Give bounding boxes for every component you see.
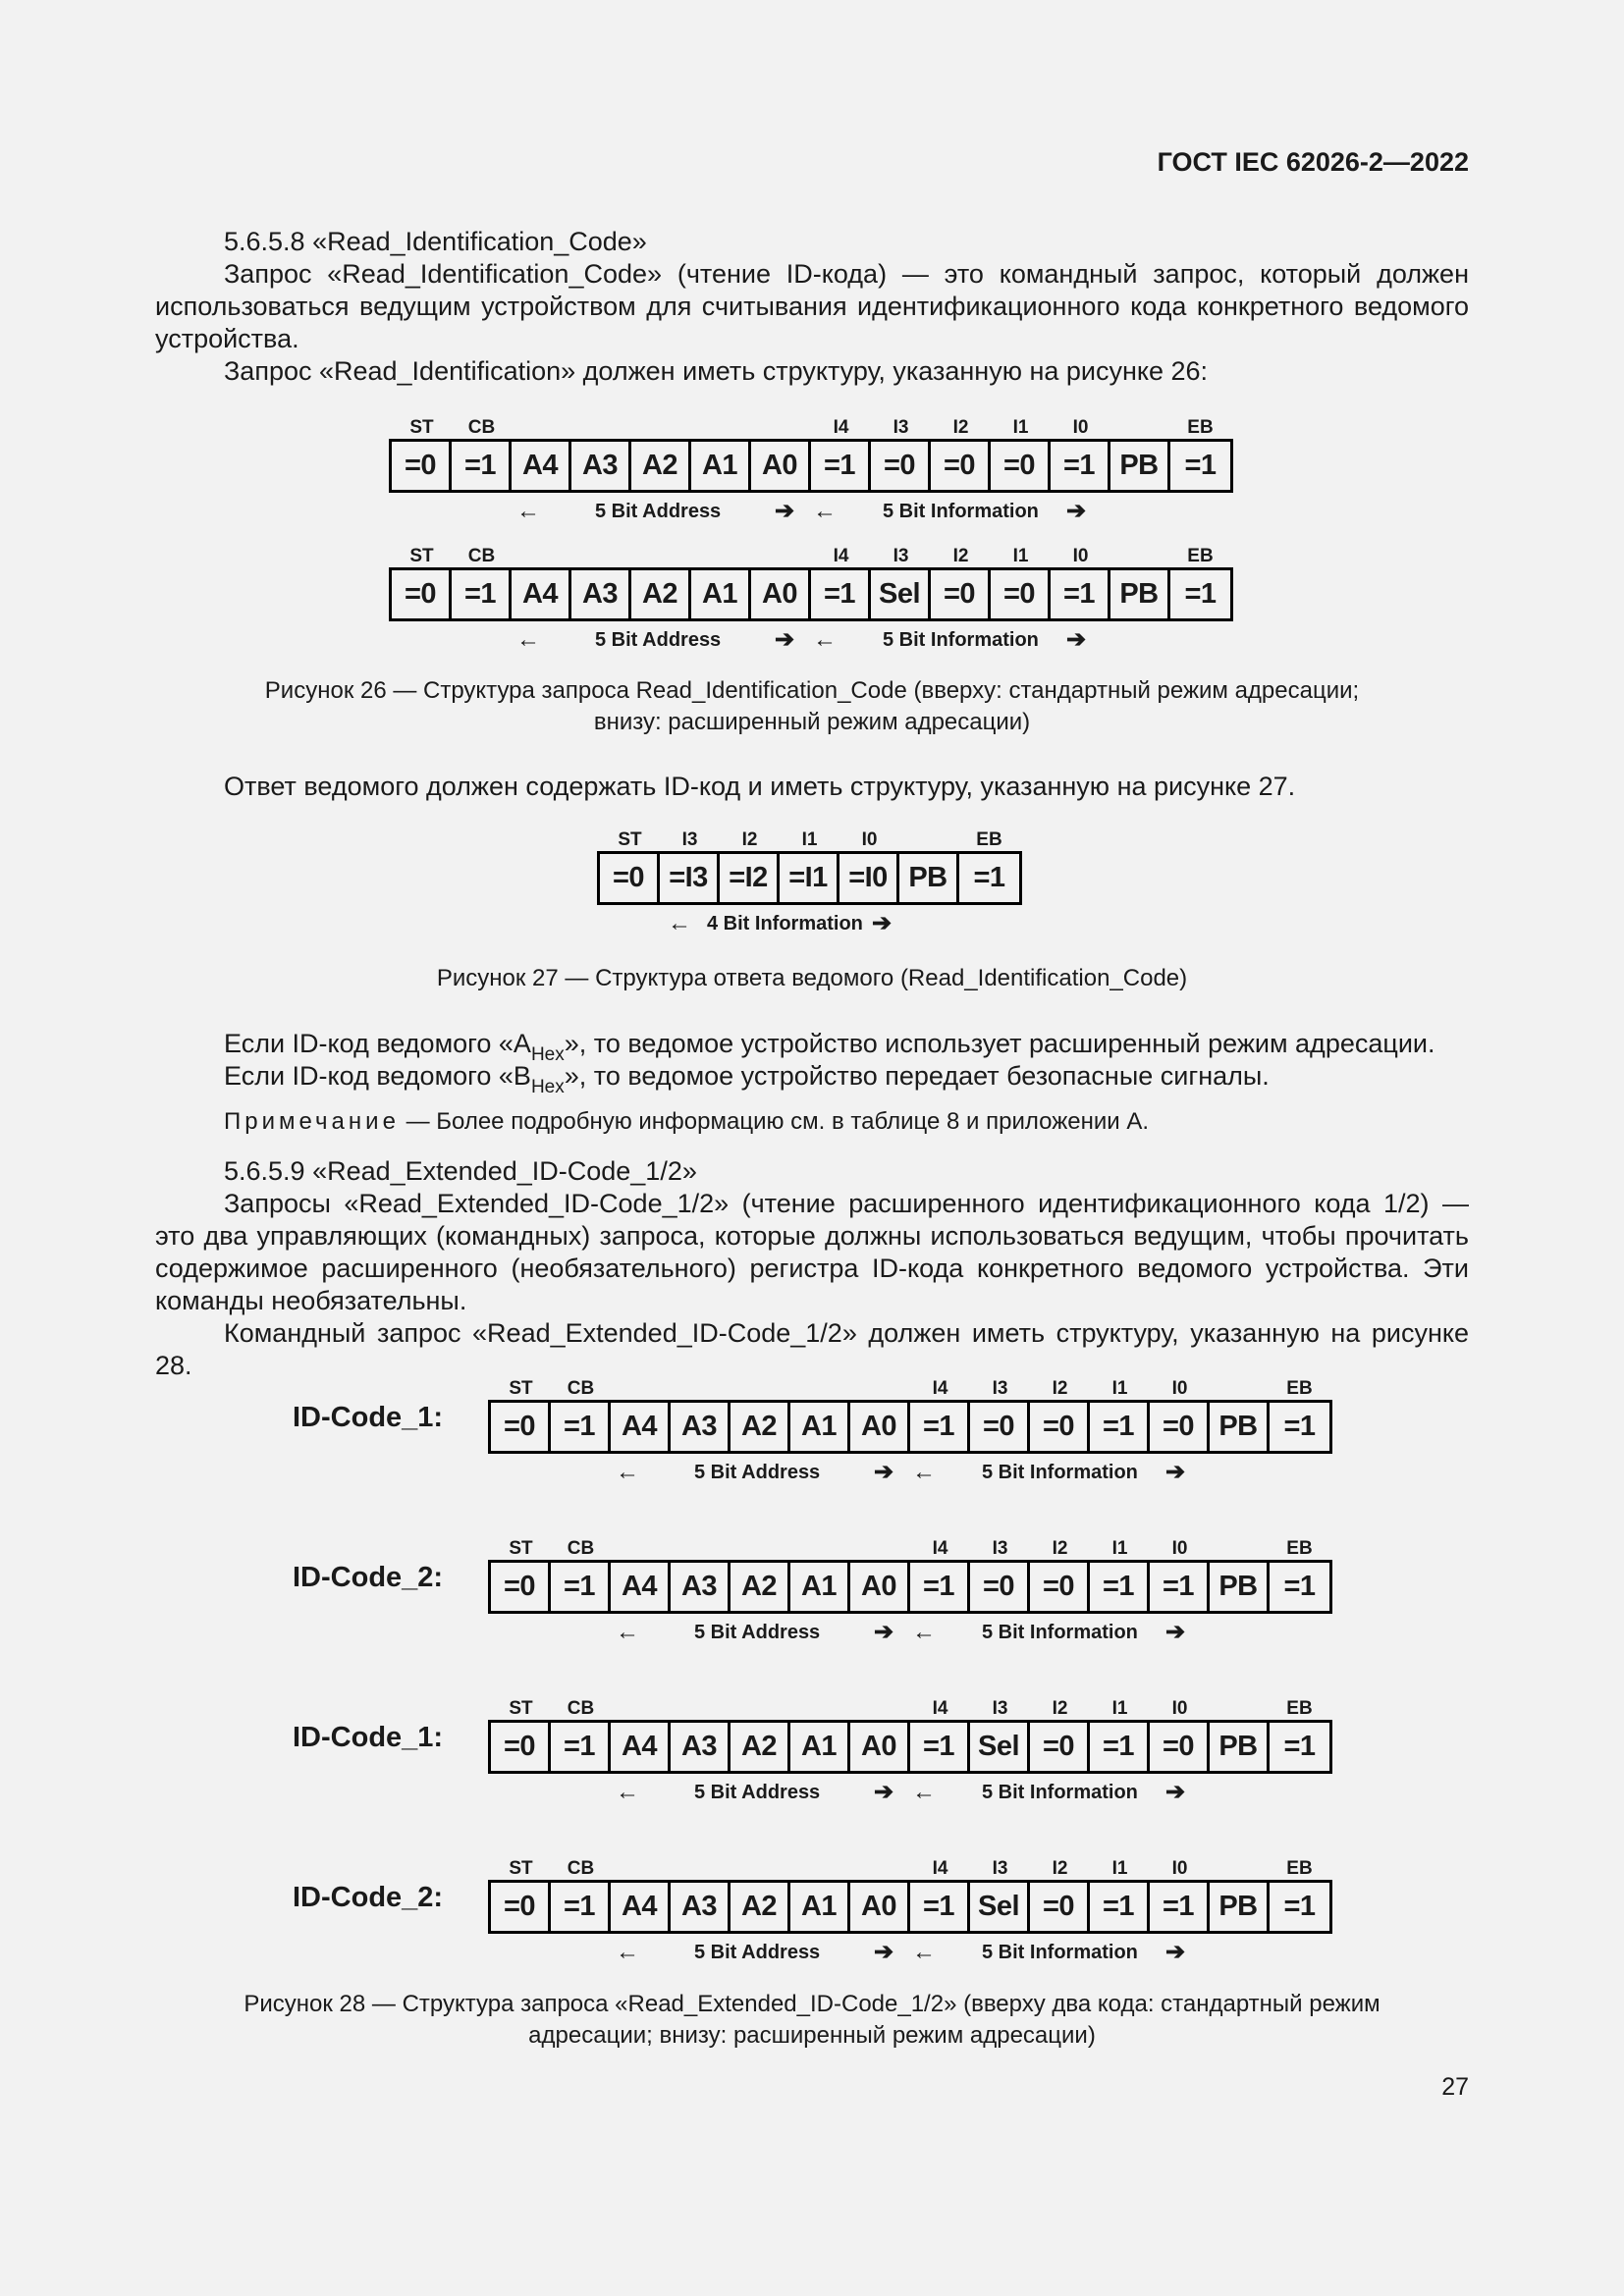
- hex-subscript: Hex: [530, 1077, 565, 1097]
- bit-label: I0: [1171, 1538, 1188, 1559]
- bit-cell: A2: [731, 1563, 790, 1611]
- bit-cell: =1: [1150, 1883, 1210, 1931]
- left-arrow-icon: ←: [813, 626, 837, 653]
- bit-cell: PB: [899, 854, 959, 902]
- bit-label-row: [597, 829, 1022, 851]
- bit-cell: =0: [1150, 1723, 1210, 1771]
- left-arrow-icon: ←: [516, 498, 540, 524]
- bit-label: I2: [952, 417, 969, 438]
- bit-label: I4: [932, 1698, 948, 1719]
- bit-label: I3: [992, 1538, 1008, 1559]
- bit-label-row: [488, 1698, 1332, 1720]
- id-code-b-line: [224, 1060, 1270, 1097]
- left-arrow-icon: ←: [616, 1779, 639, 1805]
- bit-label: CB: [567, 1698, 595, 1719]
- bit-cell: =1: [811, 442, 871, 490]
- bit-cell: =1: [973, 862, 1005, 893]
- bit-group-arrows: [488, 1938, 1332, 1967]
- bit-cell: =1: [1184, 450, 1217, 481]
- right-arrow-icon: ➔: [775, 498, 795, 524]
- bit-cell: =I2: [720, 854, 780, 902]
- bit-label: I4: [833, 417, 849, 438]
- left-arrow-icon: ←: [912, 1619, 936, 1645]
- bit-label-row: [389, 546, 1233, 567]
- bit-group-arrows: [597, 909, 1022, 938]
- left-arrow-icon: ←: [616, 1619, 639, 1645]
- bit-cell: =1: [811, 570, 871, 618]
- bit-cell: A4: [611, 1403, 671, 1451]
- bit-cell-row: [488, 1400, 1332, 1454]
- bit-cell: PB: [1210, 1723, 1270, 1771]
- document-code: ГОСТ IEC 62026-2—2022: [1157, 147, 1469, 177]
- bit-cell: =1: [910, 1883, 970, 1931]
- bit-cell: A1: [790, 1563, 850, 1611]
- figure-27-frame: [597, 829, 1022, 938]
- section-5659-paragraph-1: Запросы «Read_Extended_ID-Code_1/2» (чтение расширенного идентификационного кода 1/2) — это два управляющих (командных) запроса, которые должны использоваться ведущим, чтобы прочитать содержимое расширенного (необязательного) регистра ID-кода конкретного ведомого устройства. Эти команды необязательны.: [155, 1189, 1469, 1315]
- bit-cell: =0: [491, 1723, 551, 1771]
- bit-group-arrows: [488, 1778, 1332, 1807]
- bit-label: ST: [409, 546, 434, 566]
- page-number: 27: [1441, 2073, 1469, 2101]
- bit-label: I3: [893, 417, 909, 438]
- left-arrow-icon: ←: [912, 1459, 936, 1485]
- bit-cell: A4: [611, 1883, 671, 1931]
- bit-label-row: [389, 417, 1233, 439]
- right-arrow-icon: ➔: [1165, 1939, 1186, 1965]
- figure-26-caption-line-2: внизу: расширенный режим адресации): [593, 709, 1031, 735]
- address-bits-label: 5 Bit Address: [595, 629, 722, 651]
- bit-cell: A4: [611, 1723, 671, 1771]
- bit-label-row: [488, 1858, 1332, 1880]
- info-bits-label: 5 Bit Information: [982, 1462, 1138, 1483]
- bit-cell: =1: [1184, 578, 1217, 610]
- bit-label: I4: [833, 546, 849, 566]
- id-code-b-pre: Если ID-код ведомого «B: [224, 1061, 531, 1091]
- right-arrow-icon: ➔: [874, 1619, 894, 1645]
- left-arrow-icon: ←: [616, 1459, 639, 1485]
- bit-cell: =0: [491, 1563, 551, 1611]
- bit-cell: =1: [1283, 1731, 1316, 1762]
- bit-label-row: [488, 1538, 1332, 1560]
- left-arrow-icon: ←: [813, 498, 837, 524]
- bit-label: EB: [976, 829, 1002, 850]
- bit-cell: =1: [1090, 1883, 1150, 1931]
- bit-cell: A2: [731, 1723, 790, 1771]
- bit-label: I2: [1052, 1858, 1068, 1879]
- bit-cell: =1: [1090, 1403, 1150, 1451]
- bit-cell: =1: [1283, 1411, 1316, 1442]
- figure-26-extended-frame: [389, 546, 1233, 655]
- bit-label: I4: [932, 1858, 948, 1879]
- bit-cell: PB: [1110, 570, 1170, 618]
- bit-cell: =0: [491, 1883, 551, 1931]
- bit-label: I0: [1072, 546, 1089, 566]
- figure-26-standard-frame: [389, 417, 1233, 526]
- right-arrow-icon: ➔: [872, 910, 893, 936]
- info-bits-label: 5 Bit Information: [982, 1782, 1138, 1803]
- bit-cell: A3: [571, 442, 631, 490]
- bit-cell: =0: [491, 1403, 551, 1451]
- figure-28-row-3-frame: [488, 1698, 1332, 1807]
- bit-label: ST: [509, 1858, 533, 1879]
- right-arrow-icon: ➔: [1165, 1459, 1186, 1485]
- answer-paragraph: Ответ ведомого должен содержать ID-код и иметь структуру, указанную на рисунке 27.: [224, 772, 1296, 801]
- bit-cell: A1: [790, 1403, 850, 1451]
- bit-label: I0: [1171, 1698, 1188, 1719]
- section-heading-5659: 5.6.5.9 «Read_Extended_ID-Code_1/2»: [224, 1156, 697, 1186]
- bit-cell: Sel: [970, 1883, 1030, 1931]
- bit-cell: =0: [871, 442, 931, 490]
- right-arrow-icon: ➔: [1066, 498, 1087, 524]
- bit-label: I1: [1012, 546, 1029, 566]
- figure-28-caption: [155, 1989, 1469, 2052]
- right-arrow-icon: ➔: [1165, 1779, 1186, 1805]
- right-arrow-icon: ➔: [874, 1779, 894, 1805]
- bit-cell: =I0: [839, 854, 899, 902]
- bit-cell: PB: [1210, 1403, 1270, 1451]
- bit-cell-row: [389, 567, 1233, 621]
- figure-28-row-4-frame: [488, 1858, 1332, 1967]
- bit-label: I3: [992, 1698, 1008, 1719]
- bit-label: I2: [952, 546, 969, 566]
- bit-label: I3: [992, 1378, 1008, 1399]
- bit-cell: =1: [910, 1563, 970, 1611]
- bit-cell: =1: [1150, 1563, 1210, 1611]
- bit-cell: A4: [512, 570, 571, 618]
- bit-label: I3: [992, 1858, 1008, 1879]
- note: [224, 1108, 1149, 1136]
- bit-label: I2: [1052, 1538, 1068, 1559]
- right-arrow-icon: ➔: [1066, 626, 1087, 653]
- bit-cell: A0: [751, 570, 811, 618]
- right-arrow-icon: ➔: [874, 1939, 894, 1965]
- bit-label: I3: [681, 829, 698, 850]
- bit-cell: =1: [1090, 1723, 1150, 1771]
- bit-cell: A0: [850, 1883, 910, 1931]
- bit-cell: =0: [931, 570, 991, 618]
- section-5658-paragraph-1: Запрос «Read_Identification_Code» (чтение ID-кода) — это командный запрос, который должен использоваться ведущим устройством для считывания идентификационного кода конкретного ведомого устройства.: [155, 259, 1469, 353]
- bit-label: CB: [567, 1538, 595, 1559]
- id-code-a-post: », то ведомое устройство использует расширенный режим адресации.: [564, 1029, 1435, 1058]
- bit-cell: A0: [751, 442, 811, 490]
- bit-label-row: [488, 1378, 1332, 1400]
- bit-cell: =1: [551, 1403, 611, 1451]
- bit-cell: PB: [1210, 1563, 1270, 1611]
- bit-cell: =0: [1030, 1403, 1090, 1451]
- bit-label: I1: [1111, 1698, 1128, 1719]
- bit-cell: A1: [691, 570, 751, 618]
- bit-label: I2: [741, 829, 758, 850]
- bit-label: I0: [1171, 1378, 1188, 1399]
- bit-label: I0: [1171, 1858, 1188, 1879]
- info-bits-label: 5 Bit Information: [982, 1942, 1138, 1963]
- figure-28-caption-line-2: адресации; внизу: расширенный режим адресации): [528, 2022, 1096, 2049]
- bit-cell: =1: [551, 1723, 611, 1771]
- bit-label: I1: [1012, 417, 1029, 438]
- bit-cell: =0: [970, 1563, 1030, 1611]
- left-arrow-icon: ←: [516, 626, 540, 653]
- bit-cell: =0: [1030, 1723, 1090, 1771]
- bit-label: I1: [801, 829, 818, 850]
- id-code-a-pre: Если ID-код ведомого «A: [224, 1029, 531, 1058]
- right-arrow-icon: ➔: [1165, 1619, 1186, 1645]
- bit-cell: A3: [671, 1723, 731, 1771]
- bit-cell: A3: [671, 1883, 731, 1931]
- figure-28-caption-line-1: Рисунок 28 — Структура запроса «Read_Extended_ID-Code_1/2» (вверху два кода: стандартный режим: [244, 1991, 1380, 2017]
- figure-28-row-1-label: ID-Code_1:: [293, 1402, 444, 1433]
- info-bits-label: 5 Bit Information: [982, 1622, 1138, 1643]
- bit-label: CB: [567, 1858, 595, 1879]
- address-bits-label: 5 Bit Address: [694, 1622, 821, 1643]
- id-code-b-post: », то ведомое устройство передает безопасные сигналы.: [564, 1061, 1270, 1091]
- bit-label: CB: [467, 417, 496, 438]
- bit-cell-row: [488, 1880, 1332, 1934]
- bit-cell: A4: [512, 442, 571, 490]
- info-bits-label: 5 Bit Information: [883, 501, 1039, 522]
- figure-28-row-3-label: ID-Code_1:: [293, 1722, 444, 1753]
- address-bits-label: 5 Bit Address: [694, 1782, 821, 1803]
- bit-cell: =1: [1051, 570, 1110, 618]
- bit-label: EB: [1286, 1698, 1313, 1719]
- bit-cell: =1: [910, 1723, 970, 1771]
- bit-cell: Sel: [871, 570, 931, 618]
- section-5658-paragraph-2: Запрос «Read_Identification» должен иметь структуру, указанную на рисунке 26:: [224, 356, 1209, 386]
- bit-label: I3: [893, 546, 909, 566]
- bit-cell-row: [488, 1720, 1332, 1774]
- left-arrow-icon: ←: [616, 1939, 639, 1965]
- bit-label: ST: [509, 1378, 533, 1399]
- bit-label: ST: [618, 829, 642, 850]
- bit-cell: A3: [671, 1403, 731, 1451]
- figure-28-row-4-label: ID-Code_2:: [293, 1882, 444, 1913]
- bit-cell: =1: [551, 1563, 611, 1611]
- bit-cell: A2: [631, 570, 691, 618]
- bit-cell: =0: [600, 854, 660, 902]
- bit-cell: A2: [731, 1403, 790, 1451]
- bit-cell: =1: [551, 1883, 611, 1931]
- address-bits-label: 5 Bit Address: [694, 1942, 821, 1963]
- id-code-a-line: [224, 1028, 1435, 1065]
- bit-cell: =1: [452, 442, 512, 490]
- bit-label: ST: [509, 1538, 533, 1559]
- bit-label: I0: [861, 829, 878, 850]
- bit-cell: =1: [910, 1403, 970, 1451]
- bit-cell: A1: [790, 1723, 850, 1771]
- bit-cell: A1: [691, 442, 751, 490]
- bit-cell: =0: [1150, 1403, 1210, 1451]
- bit-cell: =I1: [780, 854, 839, 902]
- figure-28-row-2-label: ID-Code_2:: [293, 1562, 444, 1593]
- bit-cell: PB: [1210, 1883, 1270, 1931]
- figure-26-caption-line-1: Рисунок 26 — Структура запроса Read_Identification_Code (вверху: стандартный режим адресации;: [264, 677, 1360, 704]
- info-bits-label: 5 Bit Information: [883, 629, 1039, 651]
- left-arrow-icon: ←: [668, 910, 691, 936]
- bit-label: I1: [1111, 1858, 1128, 1879]
- bit-label: EB: [1286, 1538, 1313, 1559]
- bit-label: I4: [932, 1378, 948, 1399]
- bit-label: EB: [1187, 417, 1214, 438]
- right-arrow-icon: ➔: [874, 1459, 894, 1485]
- bit-cell: =0: [392, 570, 452, 618]
- figure-27-caption: Рисунок 27 — Структура ответа ведомого (Read_Identification_Code): [436, 965, 1188, 991]
- note-text: — Более подробную информацию см. в таблице 8 и приложении А.: [399, 1108, 1150, 1135]
- bit-cell: Sel: [970, 1723, 1030, 1771]
- bit-group-arrows: [389, 497, 1233, 526]
- bit-cell: A3: [571, 570, 631, 618]
- bit-cell: A3: [671, 1563, 731, 1611]
- bit-label: I2: [1052, 1698, 1068, 1719]
- info-bits-label: 4 Bit Information: [707, 913, 863, 934]
- bit-group-arrows: [488, 1618, 1332, 1647]
- bit-cell: A0: [850, 1723, 910, 1771]
- figure-26-caption: [155, 675, 1469, 738]
- bit-cell: =0: [991, 442, 1051, 490]
- left-arrow-icon: ←: [912, 1939, 936, 1965]
- bit-cell: =1: [452, 570, 512, 618]
- bit-label: CB: [567, 1378, 595, 1399]
- bit-cell-row: [597, 851, 1022, 905]
- bit-label: EB: [1286, 1858, 1313, 1879]
- bit-label: ST: [409, 417, 434, 438]
- bit-cell: =0: [970, 1403, 1030, 1451]
- bit-label: I0: [1072, 417, 1089, 438]
- bit-label: I4: [932, 1538, 948, 1559]
- bit-cell: =1: [1283, 1571, 1316, 1602]
- left-arrow-icon: ←: [912, 1779, 936, 1805]
- bit-label: ST: [509, 1698, 533, 1719]
- bit-cell: A0: [850, 1563, 910, 1611]
- hex-subscript: Hex: [530, 1044, 565, 1065]
- section-heading-5658: 5.6.5.8 «Read_Identification_Code»: [224, 227, 647, 256]
- bit-cell: A2: [631, 442, 691, 490]
- note-label: Примечание: [224, 1108, 400, 1135]
- bit-label: EB: [1286, 1378, 1313, 1399]
- address-bits-label: 5 Bit Address: [595, 501, 722, 522]
- bit-cell: A4: [611, 1563, 671, 1611]
- address-bits-label: 5 Bit Address: [694, 1462, 821, 1483]
- bit-cell: =0: [1030, 1883, 1090, 1931]
- bit-cell: =1: [1090, 1563, 1150, 1611]
- bit-cell: PB: [1110, 442, 1170, 490]
- bit-cell: =0: [991, 570, 1051, 618]
- bit-group-arrows: [488, 1458, 1332, 1487]
- bit-cell: A2: [731, 1883, 790, 1931]
- bit-cell-row: [389, 439, 1233, 493]
- bit-cell: =1: [1283, 1891, 1316, 1922]
- bit-cell: =0: [931, 442, 991, 490]
- bit-cell: =0: [392, 442, 452, 490]
- bit-label: I1: [1111, 1378, 1128, 1399]
- figure-28-row-1-frame: [488, 1378, 1332, 1487]
- bit-label: I1: [1111, 1538, 1128, 1559]
- bit-label: CB: [467, 546, 496, 566]
- section-5659-paragraph-2: Командный запрос «Read_Extended_ID-Code_1/2» должен иметь структуру, указанную на рисунке 28.: [155, 1318, 1469, 1380]
- bit-cell-row: [488, 1560, 1332, 1614]
- bit-group-arrows: [389, 625, 1233, 655]
- bit-cell: =0: [1030, 1563, 1090, 1611]
- figure-28-row-2-frame: [488, 1538, 1332, 1647]
- bit-cell: =I3: [660, 854, 720, 902]
- bit-label: EB: [1187, 546, 1214, 566]
- right-arrow-icon: ➔: [775, 626, 795, 653]
- bit-cell: A1: [790, 1883, 850, 1931]
- bit-cell: =1: [1051, 442, 1110, 490]
- bit-label: I2: [1052, 1378, 1068, 1399]
- bit-cell: A0: [850, 1403, 910, 1451]
